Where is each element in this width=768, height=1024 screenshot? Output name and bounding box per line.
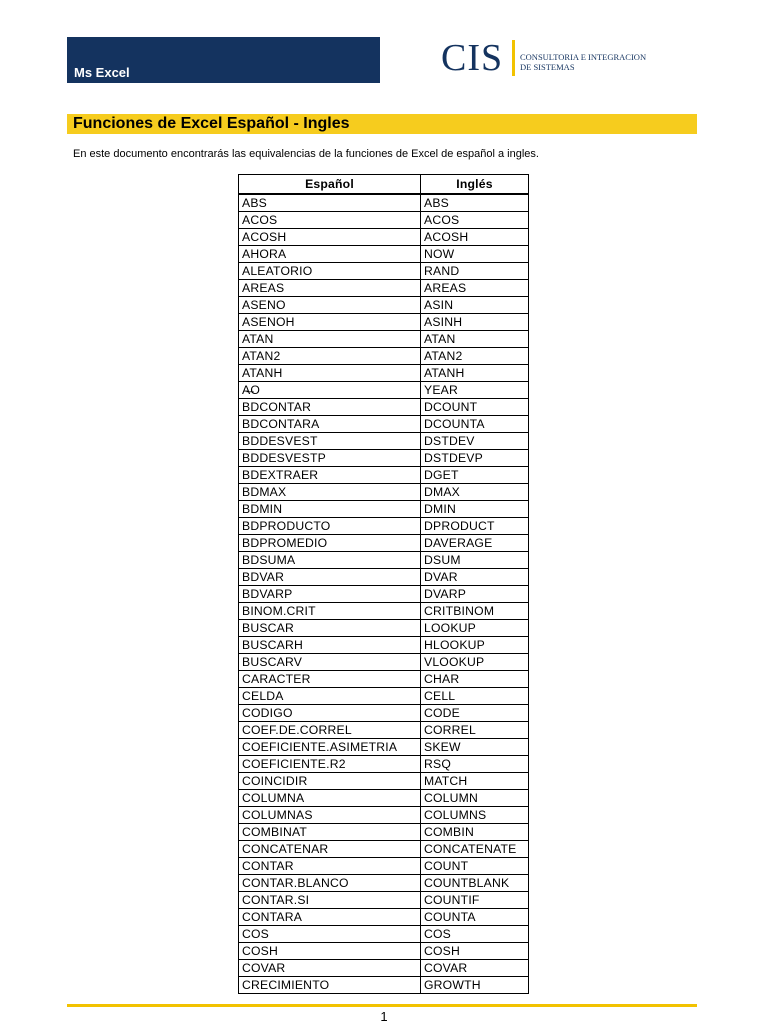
table-row bbox=[239, 297, 529, 314]
cell-english: DSTDEV bbox=[421, 433, 529, 450]
table-row bbox=[239, 586, 529, 603]
cell-english: VLOOKUP bbox=[421, 654, 529, 671]
table-row bbox=[239, 552, 529, 569]
table-row bbox=[239, 484, 529, 501]
cell-english: HLOOKUP bbox=[421, 637, 529, 654]
table-row bbox=[239, 739, 529, 756]
table-row bbox=[239, 450, 529, 467]
table-row bbox=[239, 280, 529, 297]
cell-english: NOW bbox=[421, 246, 529, 263]
table-row bbox=[239, 263, 529, 280]
cell-english: RAND bbox=[421, 263, 529, 280]
table-row bbox=[239, 824, 529, 841]
cell-spanish: CELDA bbox=[239, 688, 421, 705]
cell-english: DGET bbox=[421, 467, 529, 484]
cell-spanish: COSH bbox=[239, 943, 421, 960]
cell-english: CORREL bbox=[421, 722, 529, 739]
cell-spanish: ATAN2 bbox=[239, 348, 421, 365]
cell-english: COUNTIF bbox=[421, 892, 529, 909]
cell-spanish: COS bbox=[239, 926, 421, 943]
table-row bbox=[239, 807, 529, 824]
cell-spanish: BDVAR bbox=[239, 569, 421, 586]
cell-spanish: BDPRODUCTO bbox=[239, 518, 421, 535]
cell-english: DSUM bbox=[421, 552, 529, 569]
table-row bbox=[239, 637, 529, 654]
cell-english: COLUMN bbox=[421, 790, 529, 807]
table-row bbox=[239, 433, 529, 450]
table-row bbox=[239, 705, 529, 722]
cell-spanish: ABS bbox=[239, 194, 421, 212]
table-row bbox=[239, 858, 529, 875]
cell-english: DSTDEVP bbox=[421, 450, 529, 467]
cell-spanish: ATAN bbox=[239, 331, 421, 348]
cell-english: COMBIN bbox=[421, 824, 529, 841]
cell-english: DCOUNT bbox=[421, 399, 529, 416]
logo-divider bbox=[512, 40, 515, 76]
cell-spanish: CONTAR.SI bbox=[239, 892, 421, 909]
cell-english: DVARP bbox=[421, 586, 529, 603]
cell-spanish: BDDESVESTP bbox=[239, 450, 421, 467]
cell-english: MATCH bbox=[421, 773, 529, 790]
table-header-row bbox=[239, 175, 529, 195]
cell-english: COLUMNS bbox=[421, 807, 529, 824]
table-row bbox=[239, 892, 529, 909]
table-row bbox=[239, 671, 529, 688]
cell-english: ABS bbox=[421, 194, 529, 212]
table-row bbox=[239, 229, 529, 246]
cell-spanish: COMBINAT bbox=[239, 824, 421, 841]
table-row bbox=[239, 314, 529, 331]
table-row bbox=[239, 212, 529, 229]
cell-english: COUNTBLANK bbox=[421, 875, 529, 892]
cell-spanish: ASENO bbox=[239, 297, 421, 314]
cell-spanish: ACOS bbox=[239, 212, 421, 229]
table-row bbox=[239, 909, 529, 926]
table-row bbox=[239, 926, 529, 943]
table-row bbox=[239, 875, 529, 892]
cell-spanish: BDMIN bbox=[239, 501, 421, 518]
cell-spanish: COLUMNAS bbox=[239, 807, 421, 824]
cell-spanish: BUSCAR bbox=[239, 620, 421, 637]
cell-english: COUNT bbox=[421, 858, 529, 875]
logo-tagline bbox=[520, 52, 646, 72]
table-row bbox=[239, 654, 529, 671]
cell-english: GROWTH bbox=[421, 977, 529, 994]
cell-english: SKEW bbox=[421, 739, 529, 756]
table-row bbox=[239, 620, 529, 637]
cell-spanish: COEFICIENTE.ASIMETRIA bbox=[239, 739, 421, 756]
table-row bbox=[239, 569, 529, 586]
cell-english: CONCATENATE bbox=[421, 841, 529, 858]
footer-rule bbox=[67, 1004, 697, 1007]
cell-english: AREAS bbox=[421, 280, 529, 297]
cell-spanish: BDVARP bbox=[239, 586, 421, 603]
table-row bbox=[239, 722, 529, 739]
cell-spanish: CONTAR.BLANCO bbox=[239, 875, 421, 892]
table-row bbox=[239, 518, 529, 535]
cell-spanish: COLUMNA bbox=[239, 790, 421, 807]
cell-english: COSH bbox=[421, 943, 529, 960]
cell-spanish: A̶O bbox=[239, 382, 421, 399]
cell-spanish: BDPROMEDIO bbox=[239, 535, 421, 552]
cell-english: ATAN2 bbox=[421, 348, 529, 365]
logo-tagline-line-1: CONSULTORIA E INTEGRACION bbox=[520, 52, 647, 62]
cell-spanish: BDEXTRAER bbox=[239, 467, 421, 484]
cell-english: CELL bbox=[421, 688, 529, 705]
cell-english: CHAR bbox=[421, 671, 529, 688]
cell-english: ACOSH bbox=[421, 229, 529, 246]
table-row bbox=[239, 365, 529, 382]
cell-spanish: ALEATORIO bbox=[239, 263, 421, 280]
cell-english: ACOS bbox=[421, 212, 529, 229]
cell-english: ATAN bbox=[421, 331, 529, 348]
table-row bbox=[239, 382, 529, 399]
cell-spanish: CONTARA bbox=[239, 909, 421, 926]
table-row bbox=[239, 535, 529, 552]
cell-english: RSQ bbox=[421, 756, 529, 773]
cell-spanish: BDCONTAR bbox=[239, 399, 421, 416]
cell-english: COVAR bbox=[421, 960, 529, 977]
table-row bbox=[239, 467, 529, 484]
cell-english: CODE bbox=[421, 705, 529, 722]
cell-english: DAVERAGE bbox=[421, 535, 529, 552]
logo-mark: CIS bbox=[441, 37, 504, 79]
cell-english: COUNTA bbox=[421, 909, 529, 926]
intro-text: En este documento encontrarás las equivalencias de la funciones de Excel de español a ingles. bbox=[73, 148, 539, 160]
cell-english: CRITBINOM bbox=[421, 603, 529, 620]
functions-table bbox=[238, 174, 529, 994]
cell-spanish: CARACTER bbox=[239, 671, 421, 688]
cell-spanish: BDDESVEST bbox=[239, 433, 421, 450]
cell-english: DMAX bbox=[421, 484, 529, 501]
table-row bbox=[239, 756, 529, 773]
table-row bbox=[239, 603, 529, 620]
page-number: 1 bbox=[380, 1009, 388, 1024]
heading-band bbox=[67, 114, 697, 134]
cell-spanish: CONTAR bbox=[239, 858, 421, 875]
cell-english: LOOKUP bbox=[421, 620, 529, 637]
table-row bbox=[239, 841, 529, 858]
table-row bbox=[239, 943, 529, 960]
cell-english: ASIN bbox=[421, 297, 529, 314]
logo-tagline-line-2: DE SISTEMAS bbox=[520, 62, 575, 72]
cell-english: COS bbox=[421, 926, 529, 943]
header-bar bbox=[67, 37, 380, 83]
table-row bbox=[239, 960, 529, 977]
cell-spanish: ASENOH bbox=[239, 314, 421, 331]
cell-english: ATANH bbox=[421, 365, 529, 382]
cis-logo bbox=[441, 38, 701, 78]
table-row bbox=[239, 348, 529, 365]
cell-english: YEAR bbox=[421, 382, 529, 399]
cell-english: DVAR bbox=[421, 569, 529, 586]
cell-spanish: BDMAX bbox=[239, 484, 421, 501]
document-heading: Funciones de Excel Español - Ingles bbox=[73, 115, 350, 132]
table-row bbox=[239, 977, 529, 994]
cell-spanish: CRECIMIENTO bbox=[239, 977, 421, 994]
table-body bbox=[239, 194, 529, 994]
table-row bbox=[239, 246, 529, 263]
table-row bbox=[239, 416, 529, 433]
cell-spanish: AHORA bbox=[239, 246, 421, 263]
table-row bbox=[239, 331, 529, 348]
cell-spanish: COEFICIENTE.R2 bbox=[239, 756, 421, 773]
cell-spanish: CODIGO bbox=[239, 705, 421, 722]
cell-spanish: COINCIDIR bbox=[239, 773, 421, 790]
cell-english: ASINH bbox=[421, 314, 529, 331]
cell-spanish: BUSCARV bbox=[239, 654, 421, 671]
cell-spanish: AREAS bbox=[239, 280, 421, 297]
cell-spanish: ACOSH bbox=[239, 229, 421, 246]
cell-spanish: BDSUMA bbox=[239, 552, 421, 569]
table-row bbox=[239, 501, 529, 518]
table-row bbox=[239, 688, 529, 705]
cell-spanish: COEF.DE.CORREL bbox=[239, 722, 421, 739]
table-row bbox=[239, 194, 529, 212]
cell-spanish: BUSCARH bbox=[239, 637, 421, 654]
cell-spanish: COVAR bbox=[239, 960, 421, 977]
cell-english: DPRODUCT bbox=[421, 518, 529, 535]
column-header-spanish: Español bbox=[239, 175, 421, 195]
table-row bbox=[239, 399, 529, 416]
cell-spanish: CONCATENAR bbox=[239, 841, 421, 858]
cell-english: DCOUNTA bbox=[421, 416, 529, 433]
header-title: Ms Excel bbox=[74, 65, 130, 80]
cell-spanish: BDCONTARA bbox=[239, 416, 421, 433]
cell-spanish: BINOM.CRIT bbox=[239, 603, 421, 620]
cell-english: DMIN bbox=[421, 501, 529, 518]
table-row bbox=[239, 773, 529, 790]
cell-spanish: ATANH bbox=[239, 365, 421, 382]
column-header-english: Inglés bbox=[421, 175, 529, 195]
table-row bbox=[239, 790, 529, 807]
